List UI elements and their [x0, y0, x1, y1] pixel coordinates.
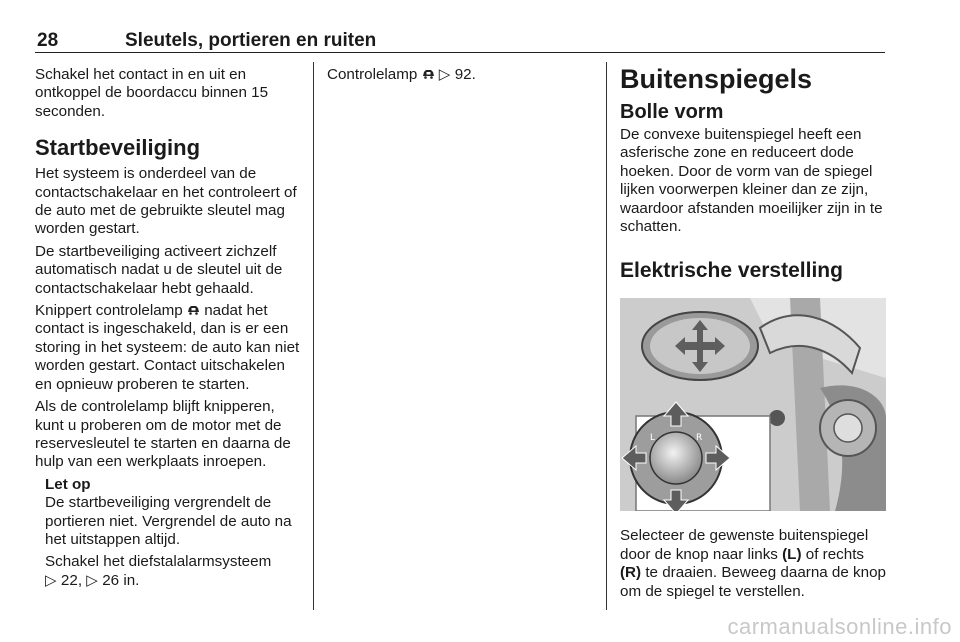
paragraph	[45, 553, 300, 590]
column-divider	[606, 62, 607, 610]
reference-arrow-icon: ▷	[86, 571, 98, 589]
note-title: Let op	[45, 475, 91, 493]
text-fragment: Selecteer de gewenste buitenspiegel door de knop naar links	[620, 527, 869, 563]
section-heading-buitenspiegels: Buitenspiegels	[620, 64, 813, 94]
text-fragment: nadat het contact is ingeschakeld, dan is er een storing in het systeem: de auto kan niet worden gestart. Contact uitschakelen en opnieuw proberen te starten.	[35, 302, 300, 393]
paragraph: De startbeveiliging activeert zichzelf automatisch nadat u de sleutel uit de contactschakelaar hebt gehaald.	[35, 242, 283, 297]
text-fragment: Controlelamp	[327, 66, 418, 83]
text-fragment: Knippert controlelamp	[35, 302, 183, 320]
page-header	[35, 30, 885, 53]
subheading-bolle-vorm: Bolle vorm	[620, 101, 724, 123]
subheading-elektrische-verstelling: Elektrische verstelling	[620, 259, 843, 283]
note-box	[45, 476, 300, 590]
intro-paragraph: Schakel het contact in en uit en ontkoppel de boordaccu binnen 15 seconden.	[35, 66, 269, 120]
page-reference-link[interactable]: 92.	[454, 66, 476, 83]
reference-arrow-icon: ▷	[45, 571, 57, 589]
paragraph	[327, 66, 592, 84]
column-right	[620, 64, 888, 605]
note-text: De startbeveiliging vergrendelt de portieren niet. Vergrendel de auto na het uitstappen altijd.	[45, 494, 292, 548]
paragraph	[35, 302, 300, 394]
mirror-adjust-illustration	[620, 298, 886, 511]
page-reference-link[interactable]: 22,	[60, 571, 83, 589]
column-left	[35, 66, 300, 594]
car-key-lamp-icon	[422, 66, 435, 84]
figure-label-right: R	[696, 433, 703, 444]
figure-label-left: L	[650, 433, 656, 444]
text-fragment: Schakel het diefstalalarmsysteem	[45, 553, 272, 571]
page-number: 28	[37, 30, 59, 51]
column-middle	[327, 66, 592, 88]
section-heading-startbeveiliging: Startbeveiliging	[35, 135, 201, 161]
text-fragment-bold: (L)	[782, 545, 802, 563]
paragraph: De convexe buitenspiegel heeft een asferische zone en reduceert dode hoeken. Door de vorm van de spiegel lijken voorwerpen kleiner dan ze zijn, waardoor afstanden moeilijker zijn in te schatten.	[620, 126, 883, 236]
page-reference-link[interactable]: 26 in.	[102, 571, 140, 589]
paragraph: Als de controlelamp blijft knipperen, kunt u proberen om de motor met de reservesleutel te starten en daarna de hulp van een werkplaats inroepen.	[35, 398, 291, 471]
car-key-lamp-icon	[187, 302, 200, 320]
text-fragment: of rechts	[805, 545, 865, 563]
paragraph	[620, 527, 888, 601]
column-divider	[313, 62, 314, 610]
page-title: Sleutels, portieren en ruiten	[125, 30, 377, 51]
text-fragment-bold: (R)	[620, 564, 642, 582]
paragraph: Het systeem is onderdeel van de contactschakelaar en het controleert of de auto met de gebruikte sleutel mag worden gestart.	[35, 165, 297, 238]
watermark: carmanualsonline.info	[727, 614, 952, 639]
reference-arrow-icon: ▷	[438, 66, 451, 83]
text-fragment: te draaien. Beweeg daarna de knop om de spiegel te verstellen.	[620, 564, 886, 600]
